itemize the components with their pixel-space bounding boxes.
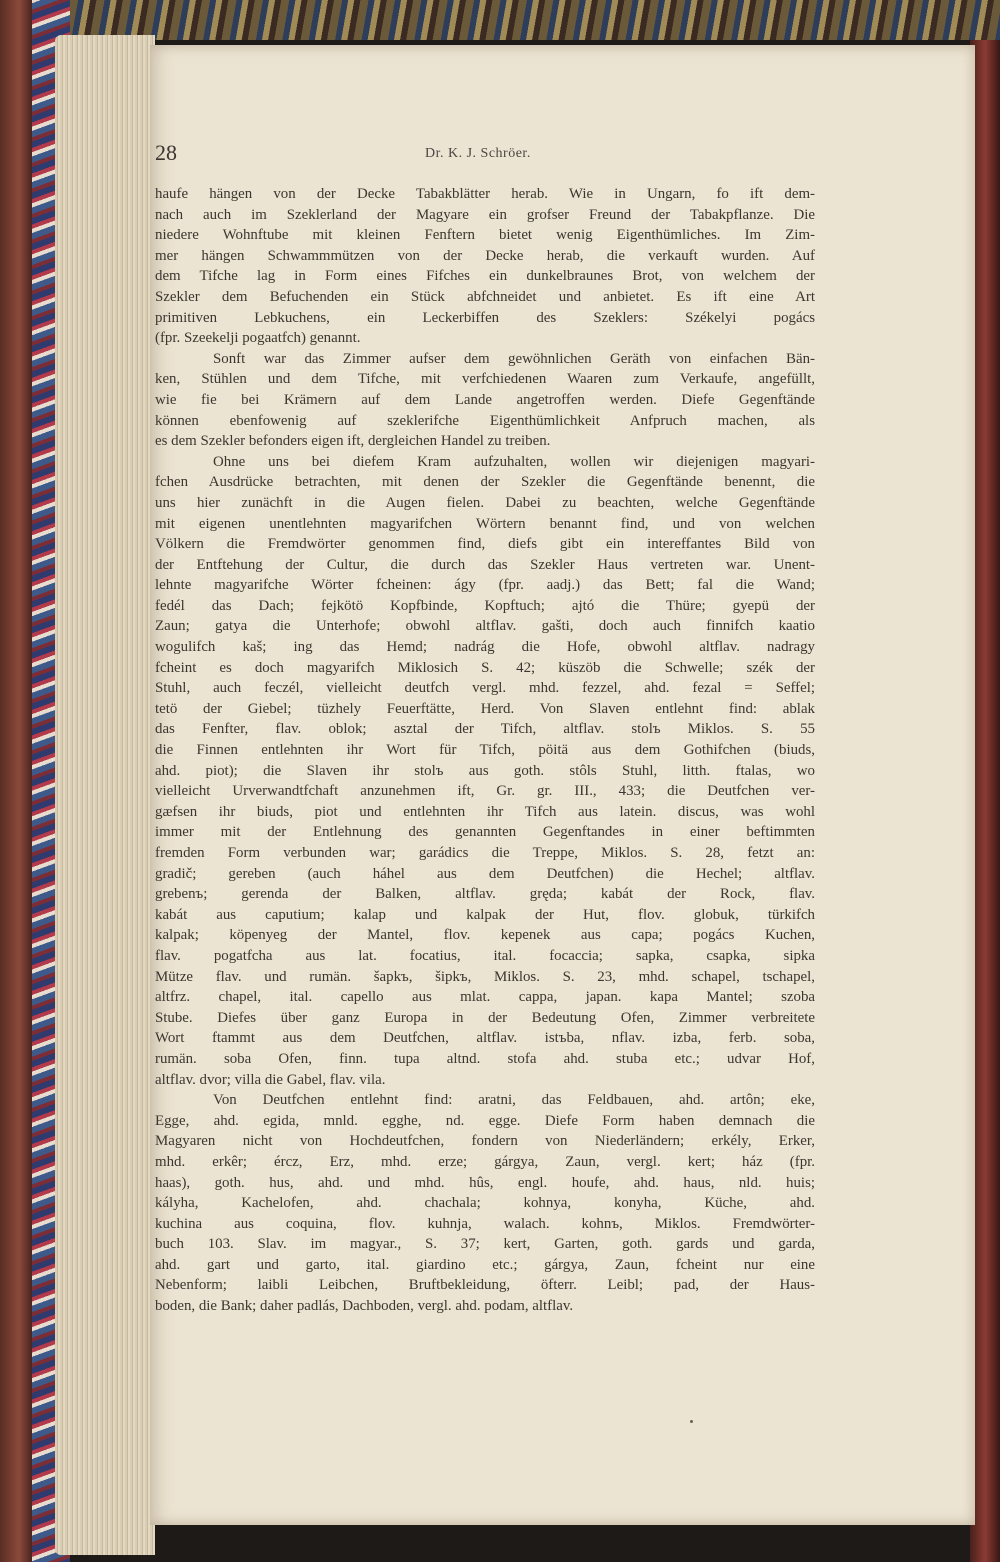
text-line: grebenъ; gerenda der Balken, altflav. gręda; kabát der Rock, flav. bbox=[155, 886, 815, 903]
text-line: mit eigenen unentlehnten magyarifchen Wörtern benannt find, und von welchen bbox=[155, 515, 815, 532]
text-line: tetö der Giebel; tüzhely Feuerftätte, Herd. Von Slaven entlehnt find: ablak bbox=[155, 700, 815, 717]
text-line: flav. pogatfcha aus lat. focatius, ital. focaccia; sapka, csapka, sipka bbox=[155, 947, 815, 964]
cover-spine-edge bbox=[0, 0, 32, 1562]
text-line: kályha, Kachelofen, ahd. chachala; kohnya, konyha, Küche, ahd. bbox=[155, 1195, 815, 1212]
text-line: können ebenfowenig auf szeklerifche Eigenthümlichkeit Anfpruch machen, als bbox=[155, 412, 815, 429]
page-speck bbox=[690, 1420, 693, 1423]
text-line: lehnte magyarifche Wörter fcheinen: ágy (fpr. aadj.) das Bett; fal die Wand; bbox=[155, 577, 815, 594]
text-line: kuchina aus coquina, flov. kuhnja, walach. kohnъ, Miklos. Fremdwörter- bbox=[155, 1215, 815, 1232]
text-line: kalpak; köpenyeg der Mantel, flov. kepenek aus capa; pogács Kuchen, bbox=[155, 927, 815, 944]
body-text bbox=[155, 184, 815, 1317]
text-line: wogulifch kaš; ing das Hemd; nadrág die Hofe, obwohl altflav. nadragy bbox=[155, 639, 815, 656]
text-line: Mütze flav. und rumän. šapkъ, šipkъ, Miklos. S. 23, mhd. schapel, tschapel, bbox=[155, 968, 815, 985]
text-line: (fpr. Szeekelji pogaatfch) genannt. bbox=[155, 330, 361, 347]
text-line: uns hier zunächft in die Augen fielen. Dabei zu beachten, welche Gegenftände bbox=[155, 494, 815, 511]
text-line: ken, Stühlen und dem Tifche, mit verfchiedenen Waaren zum Verkaufe, angefüllt, bbox=[155, 371, 815, 388]
marbled-cover-top bbox=[70, 0, 1000, 40]
text-line: haas), goth. hus, ahd. und mhd. hûs, engl. houfe, ahd. haus, nld. huis; bbox=[155, 1174, 815, 1191]
text-line: gæfsen ihr biuds, piot und entlehnten ihr Tifch aus latein. discus, was wohl bbox=[155, 803, 815, 820]
text-line: Sonft war das Zimmer aufser dem gewöhnlichen Geräth von einfachen Bän- bbox=[213, 350, 815, 367]
text-line: Zaun; gatya die Unterhofe; obwohl altflav. gašti, doch auch finnifch kaatio bbox=[155, 618, 815, 635]
text-line: dem Tifche lag in Form eines Fifches ein dunkelbraunes Brot, von welchem der bbox=[155, 268, 815, 285]
text-line: Ohne uns bei diefem Kram aufzuhalten, wollen wir diejenigen magyari- bbox=[213, 453, 815, 470]
text-line: ahd. piot); die Slaven ihr stolъ aus goth. stôls Stuhl, litth. ftalas, wo bbox=[155, 762, 815, 779]
running-head: Dr. K. J. Schröer. bbox=[425, 146, 531, 161]
text-line: die Finnen entlehnten ihr Wort für Tifch, pöitä aus dem Gothifchen (biuds, bbox=[155, 742, 815, 759]
text-line: fremden Form verbunden war; garádics die Treppe, Miklos. S. 28, fetzt an: bbox=[155, 845, 815, 861]
text-line: nach auch im Szeklerland der Magyare ein grofser Freund der Tabakpflanze. Die bbox=[155, 206, 815, 223]
text-line: altflav. dvor; villa die Gabel, flav. vila. bbox=[155, 1071, 386, 1088]
text-line: primitiven Lebkuchens, ein Leckerbiffen des Szeklers: Székelyi pogács bbox=[155, 309, 815, 326]
text-line: kabát aus caputium; kalap und kalpak der Hut, flov. globuk, türkifch bbox=[155, 906, 815, 923]
text-line: altfrz. chapel, ital. capello aus mlat. cappa, japan. kapa Mantel; szoba bbox=[155, 989, 815, 1006]
page-number: 28 bbox=[155, 140, 177, 165]
text-line: Völkern die Fremdwörter genommen find, diefs gibt ein intereffantes Bild von bbox=[155, 536, 815, 553]
text-line: ahd. gart und garto, ital. giardino etc.; gárgya, Zaun, fcheint nur eine bbox=[155, 1256, 815, 1273]
text-line: rumän. soba Ofen, finn. tupa altnd. stofa ahd. stuba etc.; udvar Hof, bbox=[155, 1050, 815, 1067]
text-line: Egge, ahd. egida, mnld. egghe, nd. egge. Diefe Form haben demnach die bbox=[155, 1112, 815, 1129]
text-line: Szekler dem Befuchenden ein Stück abfchneidet und anbietet. Es ift eine Art bbox=[155, 288, 815, 305]
text-line: immer mit der Entlehnung des genannten Gegenftandes in einer beftimmten bbox=[155, 824, 815, 841]
text-line: der Entftehung der Cultur, die durch das Szekler Haus vertreten war. Unent- bbox=[155, 556, 815, 573]
text-line: haufe hängen von der Decke Tabakblätter herab. Wie in Ungarn, fo ift dem- bbox=[155, 186, 815, 202]
text-line: mhd. erkêr; ércz, Erz, mhd. erze; gárgya, Zaun, vergl. kert; ház (fpr. bbox=[155, 1153, 815, 1170]
page-header bbox=[155, 140, 795, 170]
page-block-edges bbox=[55, 35, 155, 1555]
text-line: wie fie bei Krämern auf dem Lande angetroffen werden. Diefe Gegenftände bbox=[155, 391, 815, 408]
text-line: vielleicht Urverwandtfchaft anzunehmen ift, Gr. gr. III., 433; die Deutfchen ver- bbox=[155, 783, 815, 800]
text-line: gradič; gereben (auch háhel aus dem Deutfchen) die Hechel; altflav. bbox=[155, 865, 815, 882]
text-line: Magyaren nicht von Hochdeutfchen, fondern von Niederländern; erkély, Erker, bbox=[155, 1133, 815, 1150]
text-line: das Fenfter, flav. oblok; asztal der Tifch, altflav. stolъ Miklos. S. 55 bbox=[155, 721, 815, 738]
text-line: Von Deutfchen entlehnt find: aratni, das Feldbauen, ahd. artôn; eke, bbox=[213, 1092, 815, 1109]
text-line: fedél das Dach; fejkötö Kopfbinde, Kopftuch; ajtó die Thüre; gyepü der bbox=[155, 597, 815, 614]
text-line: Wort ftammt aus dem Deutfchen, altflav. istъba, nflav. izba, ferb. soba, bbox=[155, 1030, 815, 1047]
text-line: Nebenform; laibli Leibchen, Bruftbekleidung, öfterr. Leibl; pad, der Haus- bbox=[155, 1277, 815, 1294]
text-line: es dem Szekler befonders eigen ift, dergleichen Handel zu treiben. bbox=[155, 433, 551, 450]
text-line: fcheint es doch magyarifch Miklosich S. 42; küszöb die Schwelle; szék der bbox=[155, 659, 815, 676]
text-line: fchen Ausdrücke betrachten, mit denen der Szekler die Gegenftände benennt, die bbox=[155, 474, 815, 491]
text-line: boden, die Bank; daher padlás, Dachboden, vergl. ahd. podam, altflav. bbox=[155, 1298, 574, 1315]
text-line: mer hängen Schwammmützen von der Decke herab, die verkauft wurden. Auf bbox=[155, 247, 815, 264]
text-line: niedere Wohnftube mit kleinen Fenftern bietet wenig Eigenthümliches. Im Zim- bbox=[155, 227, 815, 244]
text-line: Stube. Diefes über ganz Europa in der Bedeutung Ofen, Zimmer verbreitete bbox=[155, 1009, 815, 1026]
text-line: buch 103. Slav. im magyar., S. 37; kert, Garten, goth. gards und garda, bbox=[155, 1236, 815, 1253]
text-line: Stuhl, auch feczél, vielleicht deutfch vergl. mhd. fezzel, ahd. fezal = Seffel; bbox=[155, 680, 815, 697]
